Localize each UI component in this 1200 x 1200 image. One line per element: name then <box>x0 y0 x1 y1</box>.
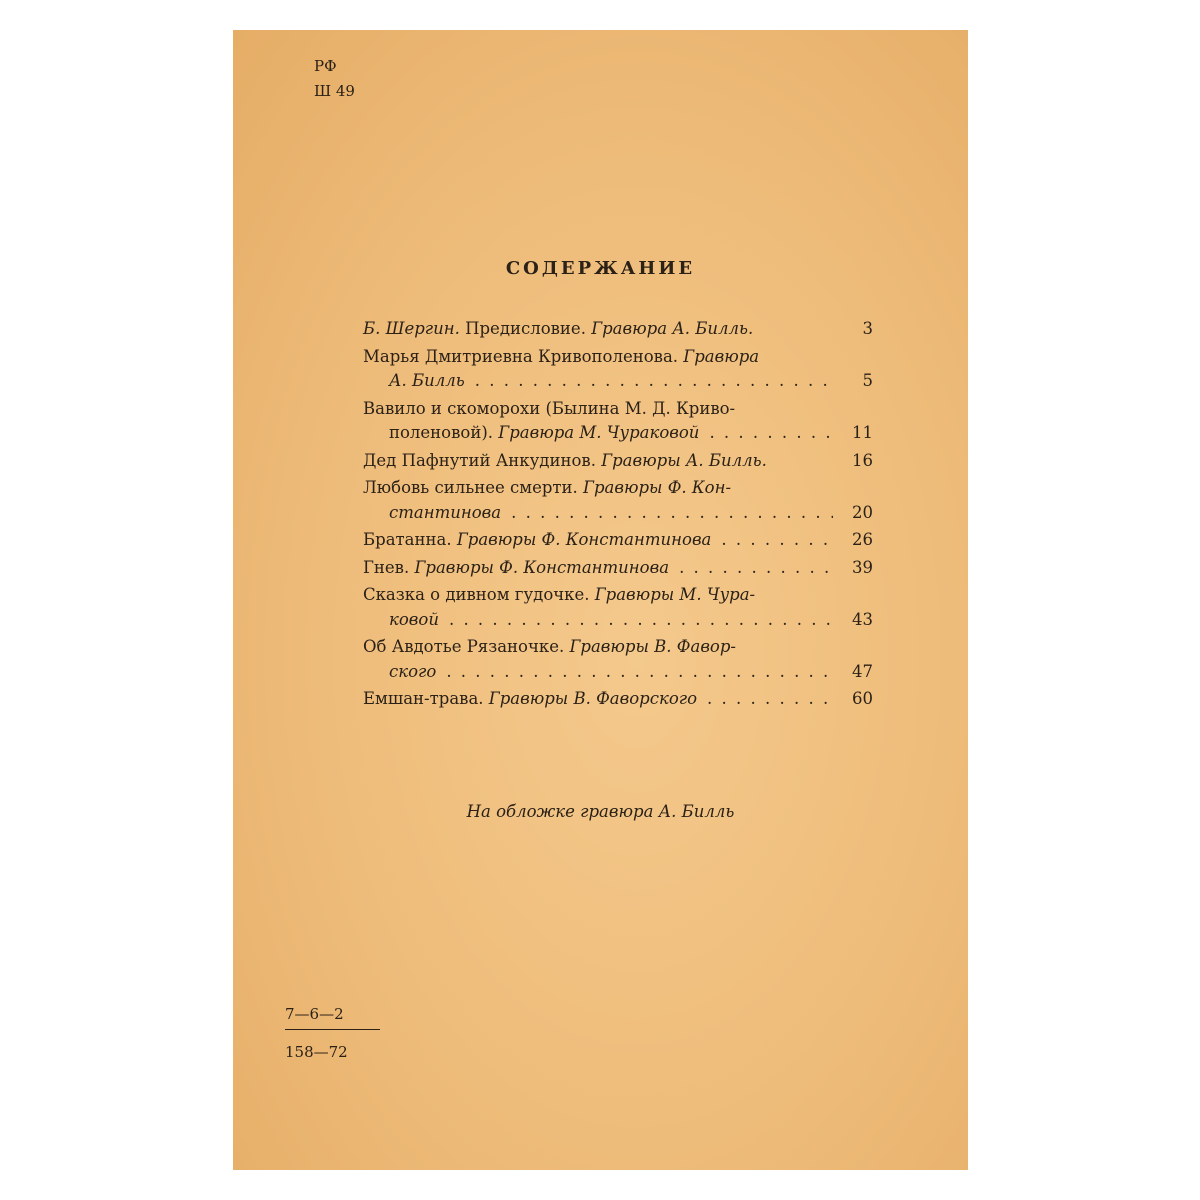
entry-illustrator: стантинова <box>389 502 502 522</box>
entry-title: Братанна. <box>363 530 452 549</box>
toc-entry <box>363 345 873 394</box>
print-code-top: 7—6—2 <box>285 1005 344 1023</box>
entry-illustrator: Гравюры М. Чура- <box>594 585 756 604</box>
entry-page: 60 <box>852 689 873 708</box>
dot-leader <box>721 528 833 553</box>
author-code: Ш 49 <box>314 82 355 100</box>
toc-entry <box>363 449 873 474</box>
entry-page: 20 <box>852 502 873 522</box>
book-page <box>233 30 968 1170</box>
cover-note: На обложке гравюра А. Билль <box>466 802 735 821</box>
entry-page: 43 <box>852 609 873 629</box>
toc-entry <box>363 583 873 632</box>
entry-page: 47 <box>852 661 873 681</box>
entry-illustrator: Гравюры Ф. Кон- <box>583 478 732 497</box>
dot-leader <box>446 660 833 685</box>
print-code-bottom: 158—72 <box>285 1043 348 1061</box>
entry-page: 5 <box>862 371 873 390</box>
entry-page: 16 <box>852 450 873 470</box>
entry-illustrator: ковой <box>389 609 439 629</box>
toc-entry <box>363 528 873 553</box>
entry-title: Сказка о дивном гудочке. <box>363 585 590 604</box>
entry-page: 11 <box>852 423 873 442</box>
entry-illustrator: Гравюра <box>683 346 760 366</box>
dot-leader <box>511 501 833 526</box>
toc-entry <box>363 556 873 581</box>
dot-leader <box>679 556 833 581</box>
entry-author: Б. Шергин. <box>363 319 460 338</box>
dot-leader <box>475 369 833 394</box>
entry-title: Гнев. <box>363 557 410 577</box>
dot-leader <box>449 608 833 633</box>
entry-page: 39 <box>852 557 873 577</box>
entry-title: Об Авдотье Рязаночке. <box>363 637 565 656</box>
entry-title: Предисловие. <box>465 319 586 338</box>
dot-leader <box>707 687 833 712</box>
entry-illustrator: Гравюры Ф. Константинова <box>414 557 670 577</box>
entry-illustrator: Гравюра М. Чураковой <box>498 423 700 442</box>
toc-entry <box>363 635 873 684</box>
entry-illustrator: Гравюры В. Фаворского <box>488 689 698 708</box>
entry-illustrator: Гравюра А. Билль. <box>591 319 754 338</box>
entry-illustrator: Гравюры Ф. Константинова <box>456 530 712 549</box>
toc-entry <box>363 476 873 525</box>
toc-entry <box>363 397 873 446</box>
entry-title: Любовь сильнее смерти. <box>363 478 578 497</box>
entry-page: 3 <box>862 319 873 338</box>
entry-title: Емшан-трава. <box>363 689 484 708</box>
entry-illustrator: ского <box>389 661 437 681</box>
toc-entry <box>363 687 873 712</box>
entry-page: 26 <box>852 530 873 549</box>
classification-code: РФ <box>314 57 337 75</box>
entry-illustrator: Гравюры А. Билль. <box>601 450 767 470</box>
table-of-contents <box>363 317 873 715</box>
entry-illustrator: Гравюры В. Фавор- <box>569 637 736 656</box>
page-title: СОДЕРЖАНИЕ <box>505 258 696 279</box>
footer-rule <box>285 1029 380 1030</box>
entry-title: Марья Дмитриевна Кривополенова. <box>363 346 679 366</box>
entry-title: поленовой). <box>389 423 494 442</box>
entry-illustrator: А. Билль <box>389 371 465 390</box>
entry-title: Дед Пафнутий Анкудинов. <box>363 450 596 470</box>
dot-leader <box>709 421 833 446</box>
entry-title: Вавило и скоморохи (Былина М. Д. Криво- <box>363 398 736 418</box>
toc-entry <box>363 317 873 342</box>
